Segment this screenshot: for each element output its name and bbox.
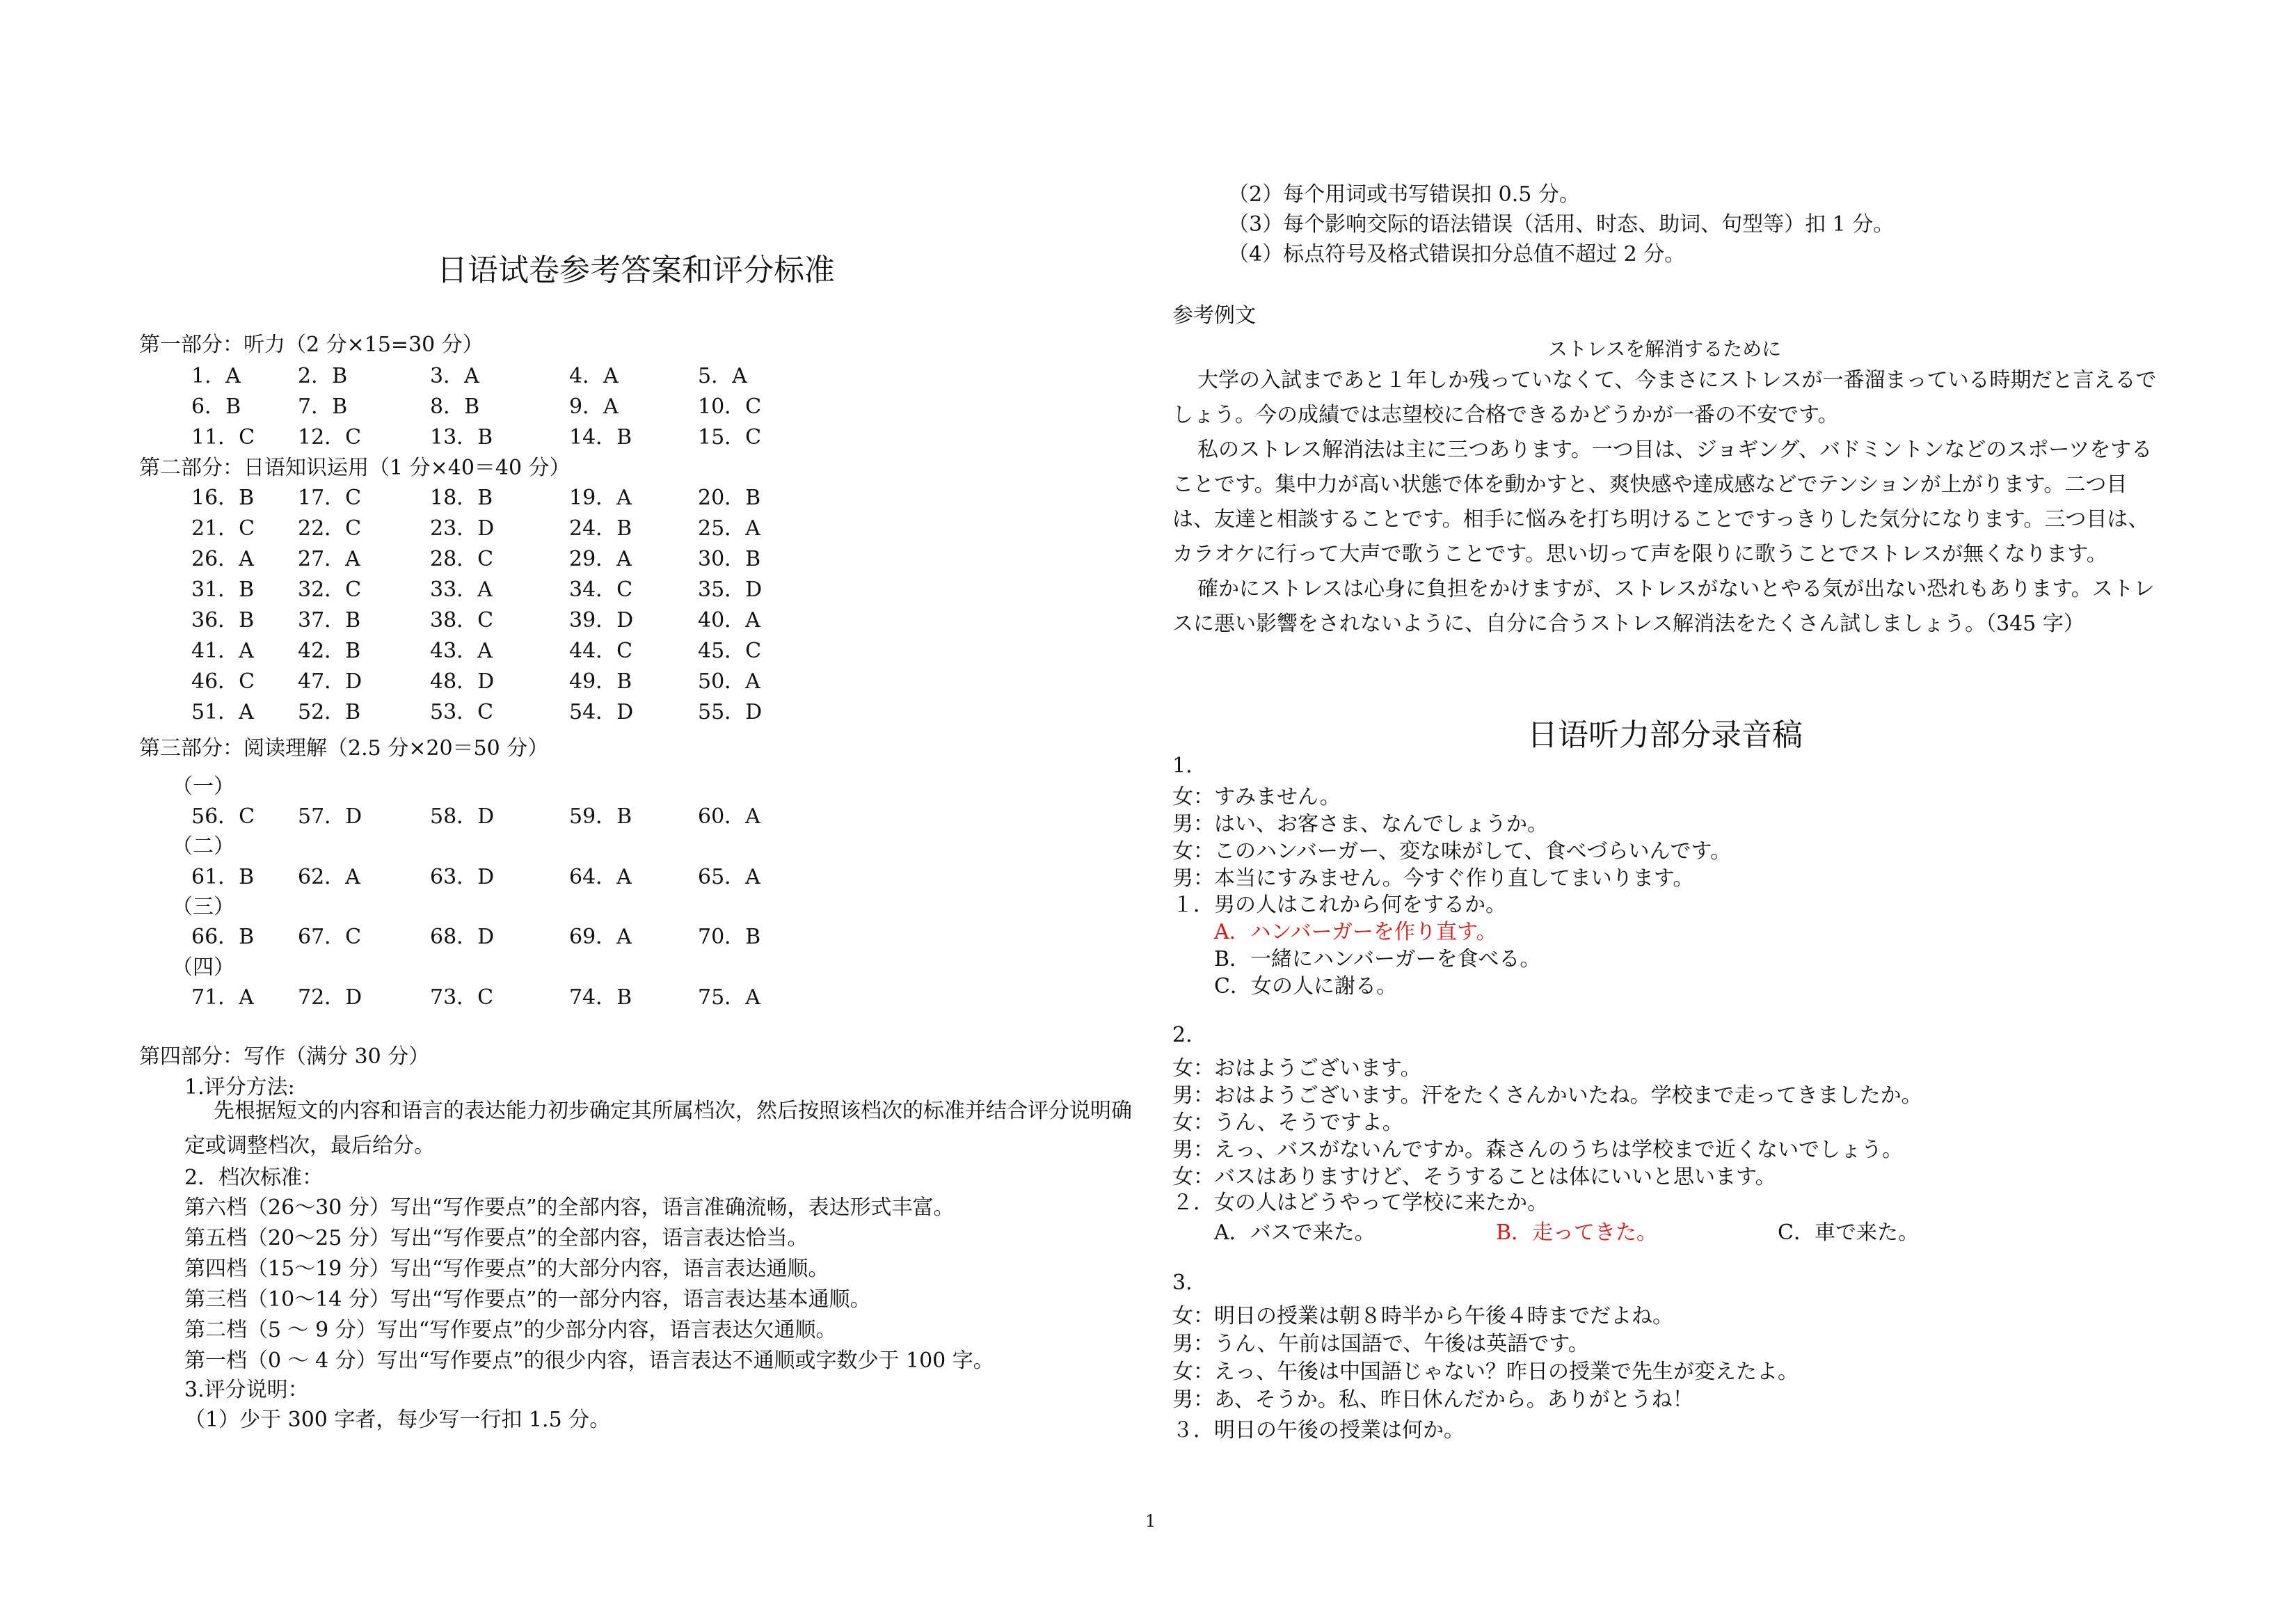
answer-item: 60．A <box>698 804 760 829</box>
answer-item: 29．A <box>569 547 632 571</box>
answer-item: 6．B <box>191 395 241 419</box>
answer-item: 15．C <box>698 425 762 450</box>
answer-item: 61．B <box>191 865 255 889</box>
dialogue-number-2: 2. <box>1172 1023 1193 1047</box>
answer-item: 58．D <box>430 804 495 829</box>
answer-item: 43．A <box>430 639 493 663</box>
answer-item: 50．A <box>698 669 760 694</box>
answer-item: 31．B <box>191 578 255 602</box>
level-criteria-heading: 2．档次标准： <box>184 1166 324 1190</box>
answer-item: 21．C <box>191 516 255 541</box>
answer-item: 16．B <box>191 486 255 510</box>
essay-paragraph-1: 大学の入試まであと１年しか残っていなくて、今まさにストレスが一番溜まっている時期だと言えるでしょう。今の成績では志望校に合格できるかどうかが一番の不安です。 <box>1172 368 2157 427</box>
question-3: ３．明日の午後の授業は何か。 <box>1172 1418 1465 1442</box>
answer-item: 67．C <box>298 925 362 949</box>
answer-item: 14．B <box>569 425 632 450</box>
essay-paragraph-3: 確かにストレスは心身に負担をかけますが、ストレスがないとやる気が出ない恐れもあります。ストレスに悪い影響をされないように、自分に合うストレス解消法をたくさん試しましょう。（345 字） <box>1172 577 2155 636</box>
answer-item: 5．A <box>698 364 747 388</box>
answer-item: 44．C <box>569 639 633 663</box>
page-title: 日语试卷参考答案和评分标准 <box>437 253 835 288</box>
level-criteria-item: 第一档（0 ～ 4 分）写出“写作要点”的很少内容，语言表达不通顺或字数少于 100 字。 <box>184 1349 994 1373</box>
answer-item: 27．A <box>298 547 360 571</box>
answer-item: 28．C <box>430 547 494 571</box>
answer-item: 35．D <box>698 578 763 602</box>
essay-paragraph-2: 私のストレス解消法は主に三つあります。一つ目は、ジョギング、バドミントンなどのスポーツをすることです。集中力が高い状態で体を動かすと、爽快感や達成感などでテンションが上がります。二つ目は、友達と相談することです。相手に悩みを打ち明けることですっきりした気分になります。三つ目は、カラオケに行って大声で歌うことです。思い切って声を限りに歌うことでストレスが無くなります。 <box>1172 438 2153 566</box>
level-criteria-item: 第三档（10～14 分）写出“写作要点”的一部分内容，语言表达基本通顺。 <box>184 1287 871 1312</box>
answer-item: 32．C <box>298 578 362 602</box>
dialogue-line: 男：あ、そうか。私、昨日休んだから。ありがとうね！ <box>1172 1388 1693 1412</box>
answer-item: 62．A <box>298 865 360 889</box>
answer-item: 30．B <box>698 547 761 571</box>
answer-item: 24．B <box>569 516 632 541</box>
page-number: 1 <box>1145 1511 1156 1531</box>
dialogue-line: 女：すみません。 <box>1172 785 1341 809</box>
answer-item: 56．C <box>191 804 255 829</box>
answer-item: 48．D <box>430 669 495 694</box>
dialogue-line: 女：おはようございます。 <box>1172 1056 1421 1081</box>
question-1-option-a: A．ハンバーガーを作り直す。 <box>1214 920 1497 944</box>
subsection-label-1: （一） <box>172 774 234 799</box>
answer-item: 18．B <box>430 486 493 510</box>
section-heading-part2: 第二部分：日语知识运用（1 分×40＝40 分） <box>139 456 571 480</box>
answer-item: 71．A <box>191 985 254 1010</box>
answer-item: 73．C <box>430 985 494 1010</box>
answer-item: 47．D <box>298 669 362 694</box>
answer-item: 42．B <box>298 639 361 663</box>
question-2-option-c: C．車で来た。 <box>1778 1221 1919 1245</box>
scoring-method-heading: 1.评分方法: <box>184 1075 295 1099</box>
answer-item: 36．B <box>191 608 255 633</box>
question-1: １．男の人はこれから何をするか。 <box>1172 893 1506 917</box>
answer-item: 34．C <box>569 578 633 602</box>
dialogue-line: 女：えっ、午後は中国語じゃない？昨日の授業で先生が変えたよ。 <box>1172 1360 1799 1384</box>
answer-item: 1．A <box>191 364 241 388</box>
answer-item: 26．A <box>191 547 254 571</box>
scoring-method-text: 先根据短文的内容和语言的表达能力初步确定其所属档次，然后按照该档次的标准并结合评分说明确定或调整档次，最后给分。 <box>184 1099 1132 1158</box>
level-criteria-item: 第二档（5 ～ 9 分）写出“写作要点”的少部分内容，语言表达欠通顺。 <box>184 1318 837 1342</box>
answer-item: 51．A <box>191 700 254 724</box>
answer-item: 9．A <box>569 395 619 419</box>
answer-item: 49．B <box>569 669 632 694</box>
answer-item: 52．B <box>298 700 361 724</box>
subsection-label-2: （二） <box>172 834 234 859</box>
listening-script-title: 日语听力部分录音稿 <box>1527 717 1803 753</box>
reference-essay-label: 参考例文 <box>1172 303 1256 328</box>
scoring-note-4: （4）标点符号及格式错误扣分总值不超过 2 分。 <box>1228 242 1686 267</box>
question-1-option-b: B．一緒にハンバーガーを食べる。 <box>1214 947 1541 971</box>
answer-item: 33．A <box>430 578 493 602</box>
question-2: ２．女の人はどうやって学校に来たか。 <box>1172 1191 1548 1215</box>
answer-item: 69．A <box>569 925 632 949</box>
answer-item: 3．A <box>430 364 479 388</box>
answer-item: 72．D <box>298 985 362 1010</box>
answer-item: 66．B <box>191 925 255 949</box>
answer-item: 57．D <box>298 804 362 829</box>
dialogue-line: 男：おはようございます。汗をたくさんかいたね。学校まで走ってきましたか。 <box>1172 1083 1922 1108</box>
dialogue-line: 女：明日の授業は朝８時半から午後４時までだよね。 <box>1172 1304 1673 1328</box>
answer-item: 12．C <box>298 425 362 450</box>
answer-item: 59．B <box>569 804 632 829</box>
answer-item: 25．A <box>698 516 760 541</box>
answer-item: 7．B <box>298 395 348 419</box>
answer-item: 10．C <box>698 395 762 419</box>
answer-item: 64．A <box>569 865 632 889</box>
answer-item: 2．B <box>298 364 348 388</box>
answer-item: 23．D <box>430 516 495 541</box>
dialogue-line: 男：えっ、バスがないんですか。森さんのうちは学校まで近くないでしょう。 <box>1172 1138 1903 1162</box>
scoring-notes-heading: 3.评分说明： <box>184 1378 309 1402</box>
answer-item: 37．B <box>298 608 361 633</box>
answer-item: 54．D <box>569 700 634 724</box>
dialogue-line: 男：うん、午前は国語で、午後は英語です。 <box>1172 1332 1589 1356</box>
answer-item: 19．A <box>569 486 632 510</box>
answer-item: 17．C <box>298 486 362 510</box>
section-heading-part3: 第三部分：阅读理解（2.5 分×20＝50 分） <box>139 736 549 761</box>
answer-item: 22．C <box>298 516 362 541</box>
section-heading-part1: 第一部分：听力（2 分×15=30 分） <box>139 333 484 357</box>
answer-item: 39．D <box>569 608 634 633</box>
essay-title: ストレスを解消するために <box>1548 337 1782 360</box>
dialogue-number-1: 1. <box>1172 754 1193 778</box>
question-2-option-a: A．バスで来た。 <box>1214 1221 1376 1245</box>
level-criteria-item: 第四档（15～19 分）写出“写作要点”的大部分内容，语言表达通顺。 <box>184 1257 829 1281</box>
answer-item: 74．B <box>569 985 632 1010</box>
scoring-note-3: （3）每个影响交际的语法错误（活用、时态、助词、句型等）扣 1 分。 <box>1228 212 1895 237</box>
answer-item: 75．A <box>698 985 760 1010</box>
dialogue-line: 男：本当にすみません。今すぐ作り直してまいります。 <box>1172 866 1694 891</box>
answer-item: 8．B <box>430 395 480 419</box>
answer-item: 55．D <box>698 700 763 724</box>
answer-item: 45．C <box>698 639 762 663</box>
answer-item: 68．D <box>430 925 495 949</box>
answer-item: 13．B <box>430 425 493 450</box>
question-1-option-c: C．女の人に謝る。 <box>1214 974 1397 999</box>
subsection-label-4: （四） <box>172 955 234 980</box>
level-criteria-item: 第五档（20～25 分）写出“写作要点”的全部内容，语言表达恰当。 <box>184 1226 808 1250</box>
dialogue-line: 女：うん、そうですよ。 <box>1172 1111 1403 1135</box>
answer-item: 65．A <box>698 865 760 889</box>
dialogue-line: 女：バスはありますけど、そうすることは体にいいと思います。 <box>1172 1165 1776 1189</box>
dialogue-number-3: 3. <box>1172 1271 1193 1295</box>
answer-item: 40．A <box>698 608 760 633</box>
answer-item: 41．A <box>191 639 254 663</box>
dialogue-line: 男：はい、お客さま、なんでしょうか。 <box>1172 812 1548 836</box>
answer-item: 20．B <box>698 486 761 510</box>
answer-item: 4．A <box>569 364 619 388</box>
answer-item: 38．C <box>430 608 494 633</box>
level-criteria-item: 第六档（26～30 分）写出“写作要点”的全部内容，语言准确流畅，表达形式丰富。 <box>184 1195 955 1220</box>
answer-item: 63．D <box>430 865 495 889</box>
section-heading-part4: 第四部分：写作（满分 30 分） <box>139 1044 430 1069</box>
scoring-note-1: （1）少于 300 字者，每少写一行扣 1.5 分。 <box>184 1408 611 1432</box>
scoring-note-2: （2）每个用词或书写错误扣 0.5 分。 <box>1228 182 1580 207</box>
answer-item: 46．C <box>191 669 255 694</box>
answer-item: 11．C <box>191 425 255 450</box>
subsection-label-3: （三） <box>172 895 234 919</box>
question-2-option-b: B．走ってきた。 <box>1496 1221 1658 1245</box>
answer-item: 53．C <box>430 700 494 724</box>
dialogue-line: 女：このハンバーガー、変な味がして、食べづらいんです。 <box>1172 839 1732 864</box>
answer-item: 70．B <box>698 925 761 949</box>
